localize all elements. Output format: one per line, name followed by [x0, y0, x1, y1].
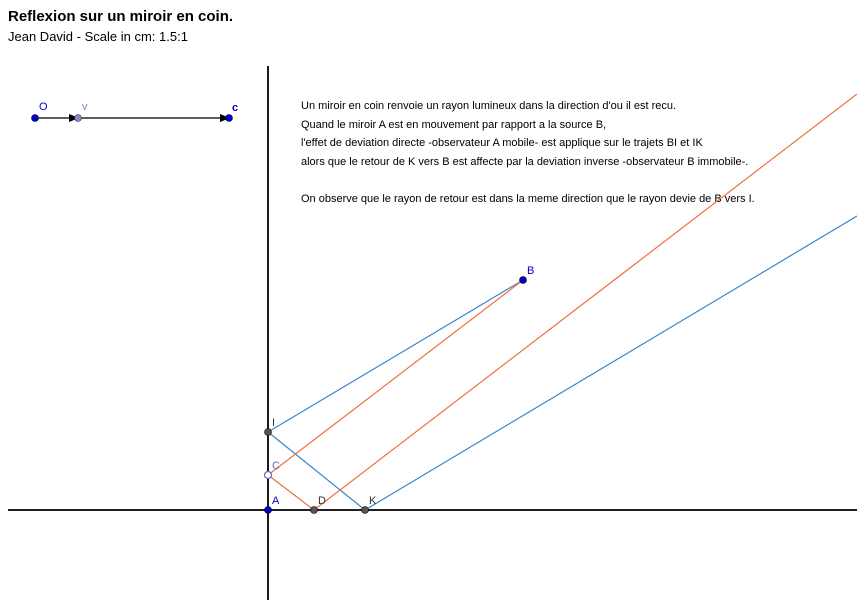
description-line: l'effet de deviation directe -observateur A mobile- est applique sur le trajets BI et IK	[301, 137, 703, 149]
point-v[interactable]	[75, 115, 82, 122]
description-line: On observe que le rayon de retour est dans la meme direction que le rayon devie de B vers I.	[301, 192, 755, 205]
description-line: Un miroir en coin renvoie un rayon lumineux dans la direction d'ou il est recu.	[301, 100, 677, 112]
label-c-mirror: C	[272, 460, 280, 472]
label-a: A	[272, 495, 280, 507]
diagram-title: Reflexion sur un miroir en coin.	[8, 8, 234, 25]
label-b: B	[527, 265, 535, 277]
diagram-subtitle: Jean David - Scale in cm: 1.5:1	[8, 29, 188, 44]
description-line: alors que le retour de K vers B est affecte par la deviation inverse -observateur B immobile-.	[301, 155, 749, 168]
point-b[interactable]	[520, 277, 527, 284]
label-o: O	[39, 101, 48, 113]
label-k: K	[369, 495, 377, 507]
ray-i-k	[268, 432, 365, 510]
point-o[interactable]	[32, 115, 39, 122]
point-k[interactable]	[362, 507, 369, 514]
point-i[interactable]	[265, 429, 272, 436]
point-d[interactable]	[311, 507, 318, 514]
ray-b-c	[268, 280, 523, 475]
point-a[interactable]	[265, 507, 272, 514]
label-v: v	[82, 101, 88, 113]
ray-b-i	[268, 280, 523, 432]
description-line: Quand le miroir A est en mouvement par rapport a la source B,	[301, 118, 607, 131]
point-c-vector[interactable]	[226, 115, 233, 122]
ray-k-return	[365, 216, 857, 510]
label-d: D	[318, 495, 326, 507]
label-i: I	[272, 417, 276, 429]
point-c-mirror[interactable]	[265, 472, 272, 479]
label-c-vector: c	[232, 102, 239, 114]
ray-d-return	[314, 94, 857, 510]
